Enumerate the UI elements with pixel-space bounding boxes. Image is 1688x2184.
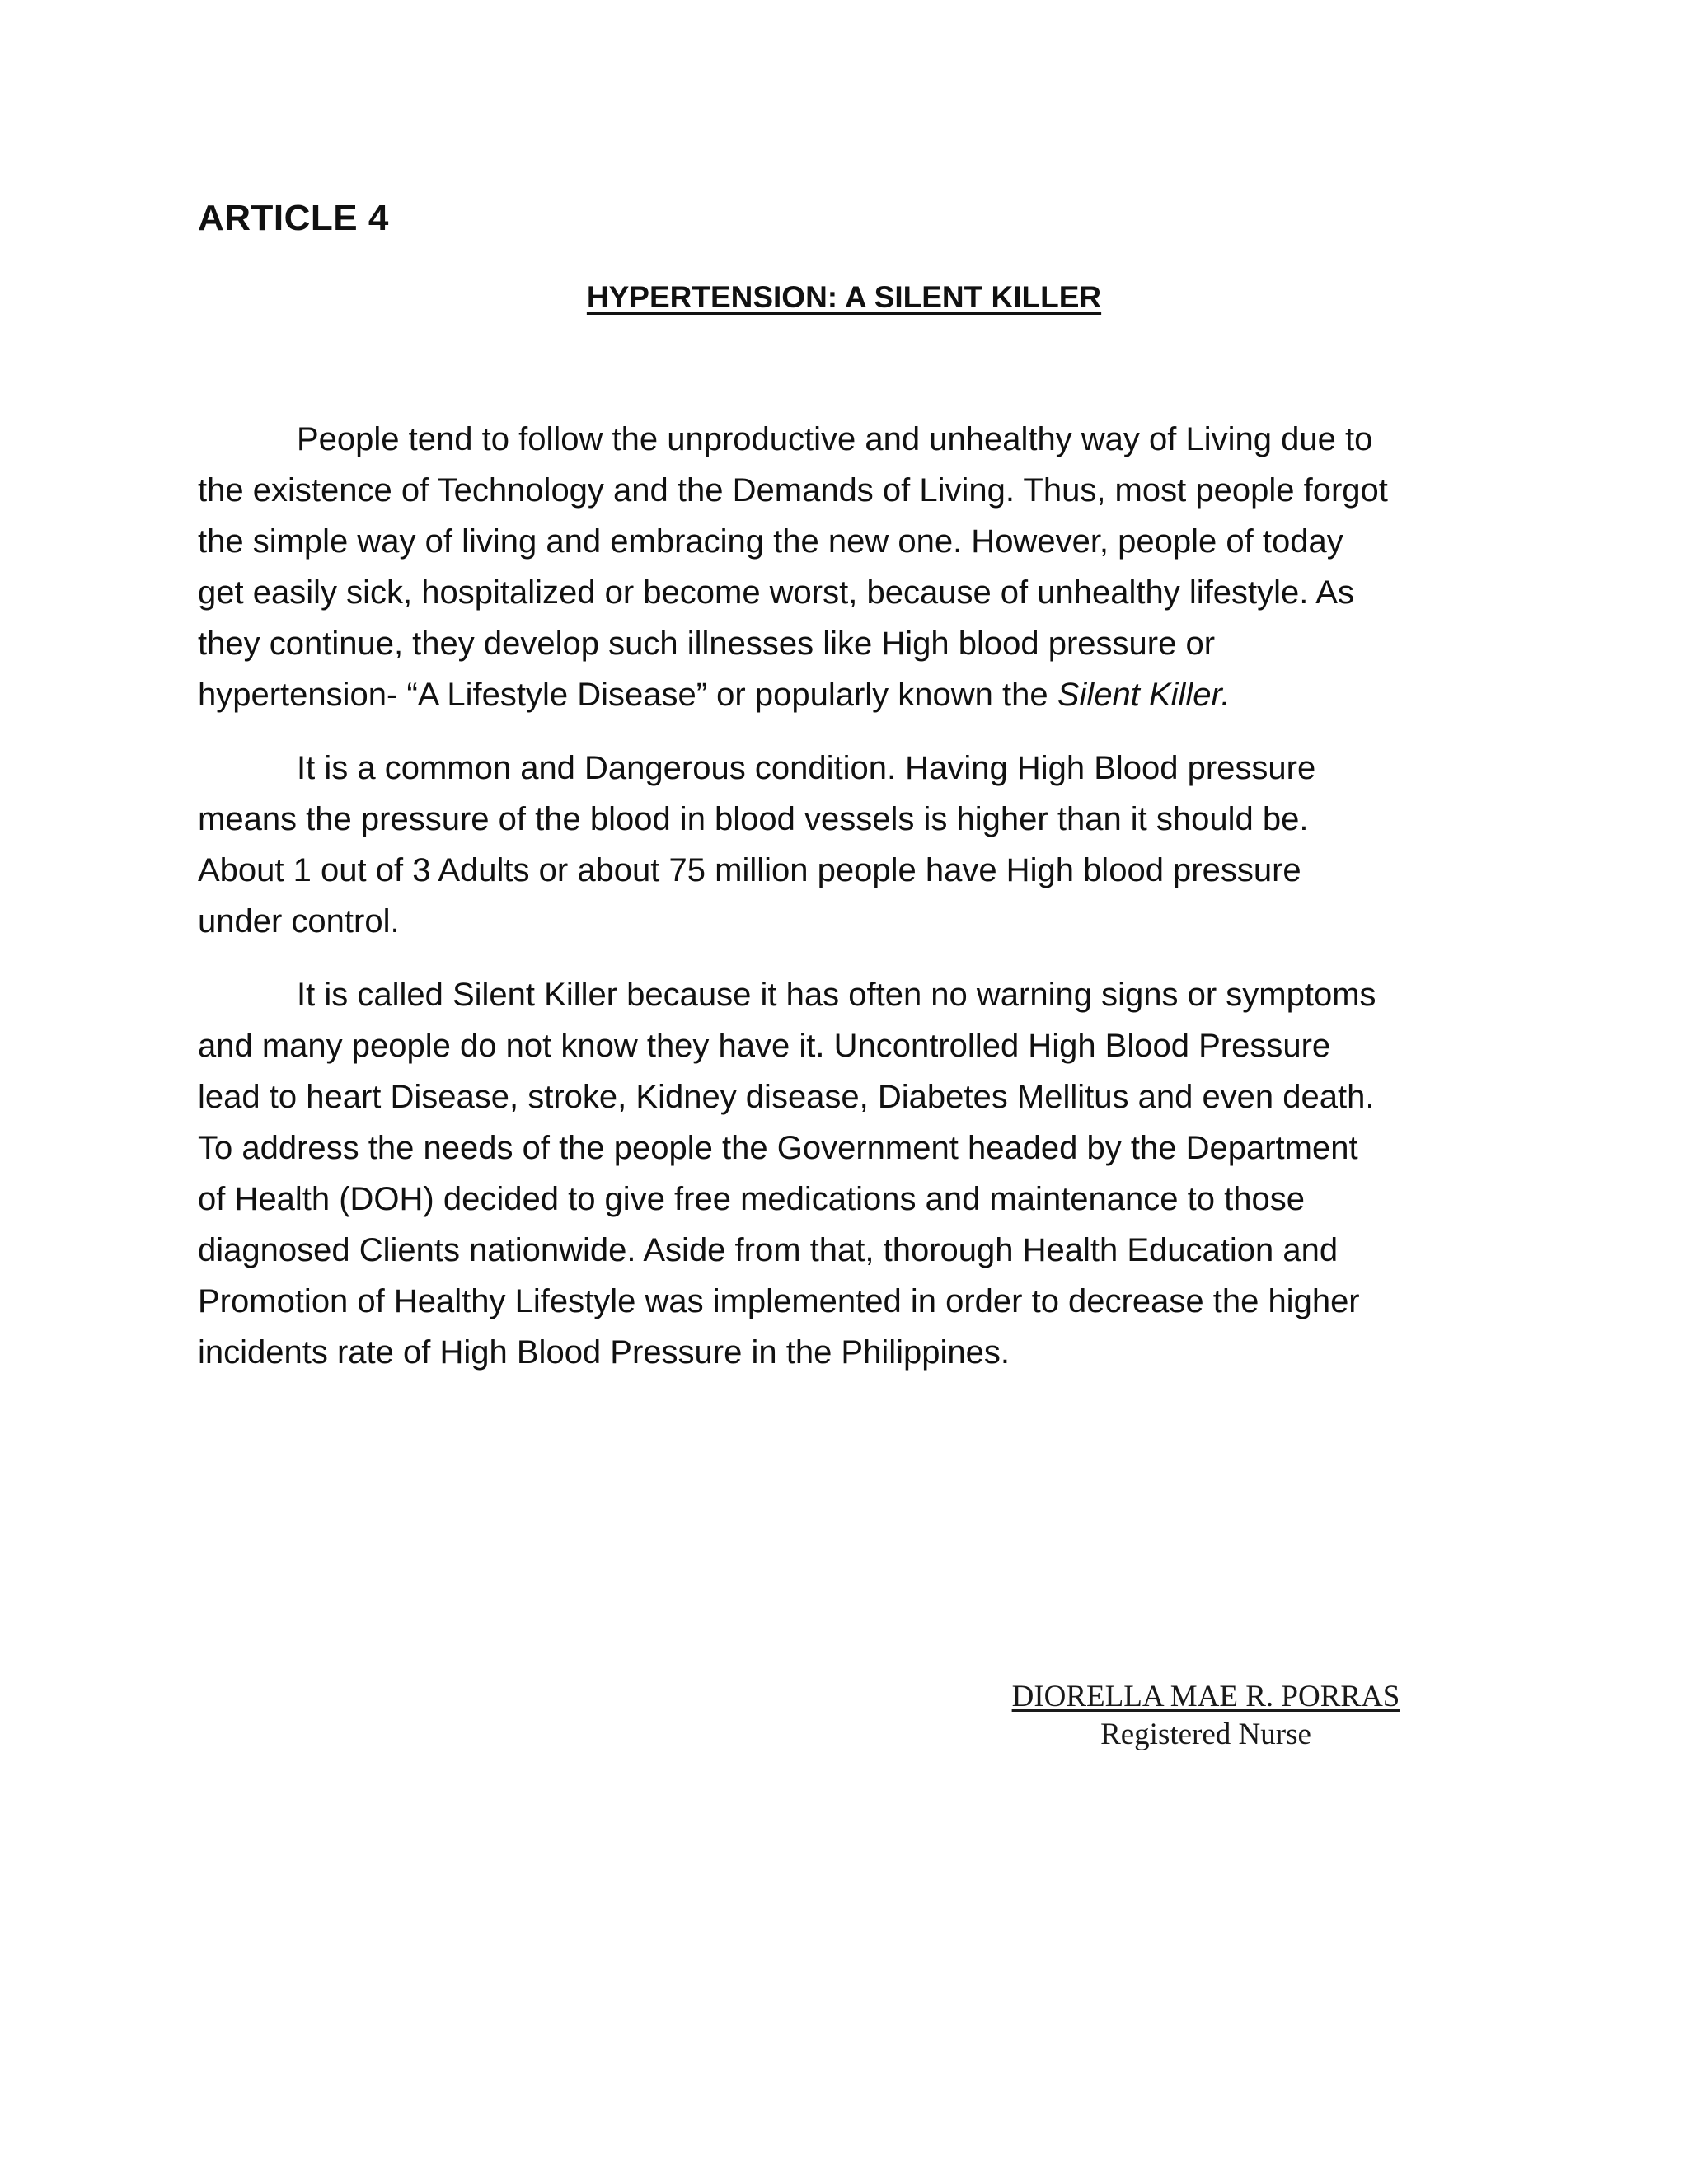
paragraph-1-emphasis: Silent Killer.	[1057, 677, 1231, 713]
signature-role: Registered Nurse	[1100, 1718, 1311, 1751]
signature-block	[987, 1678, 1424, 1754]
article-title: HYPERTENSION: A SILENT KILLER	[586, 280, 1102, 314]
paragraph-2-text: It is a common and Dangerous condition. Having High Blood pressure means the pressure of the blood in blood vessels is higher than it should be. About 1 out of 3 Adults or about 75 million people have High blood pressure under control.	[198, 750, 1316, 940]
article-label: ARTICLE 4	[198, 198, 389, 238]
paragraph-2	[198, 743, 1500, 947]
paragraph-1	[198, 414, 1500, 720]
signature-name: DIORELLA MAE R. PORRAS	[1011, 1680, 1400, 1713]
paragraph-3	[198, 969, 1500, 1378]
paragraph-1-text: People tend to follow the unproductive and unhealthy way of Living due to the existence of Technology and the Demands of Living. Thus, most people forgot the simple way of living and embracing the new one. However, people of today get easily sick, hospitalized or become worst, because of unhealthy lifestyle. As they continue, they develop such illnesses like High blood pressure or hypertension- “A Lifestyle Disease” or popularly known the	[198, 421, 1388, 713]
paragraph-3-text: It is called Silent Killer because it has often no warning signs or symptoms and many people do not know they have it. Uncontrolled High Blood Pressure lead to heart Disease, stroke, Kidney disease, Diabetes Mellitus and even death. To address the needs of the people the Government headed by the Department of Health (DOH) decided to give free medications and maintenance to those diagnosed Clients nationwide. Aside from that, thorough Health Education and Promotion of Healthy Lifestyle was implemented in order to decrease the higher incidents rate of High Blood Pressure in the Philippines.	[198, 977, 1376, 1371]
article-body	[198, 414, 1500, 1400]
